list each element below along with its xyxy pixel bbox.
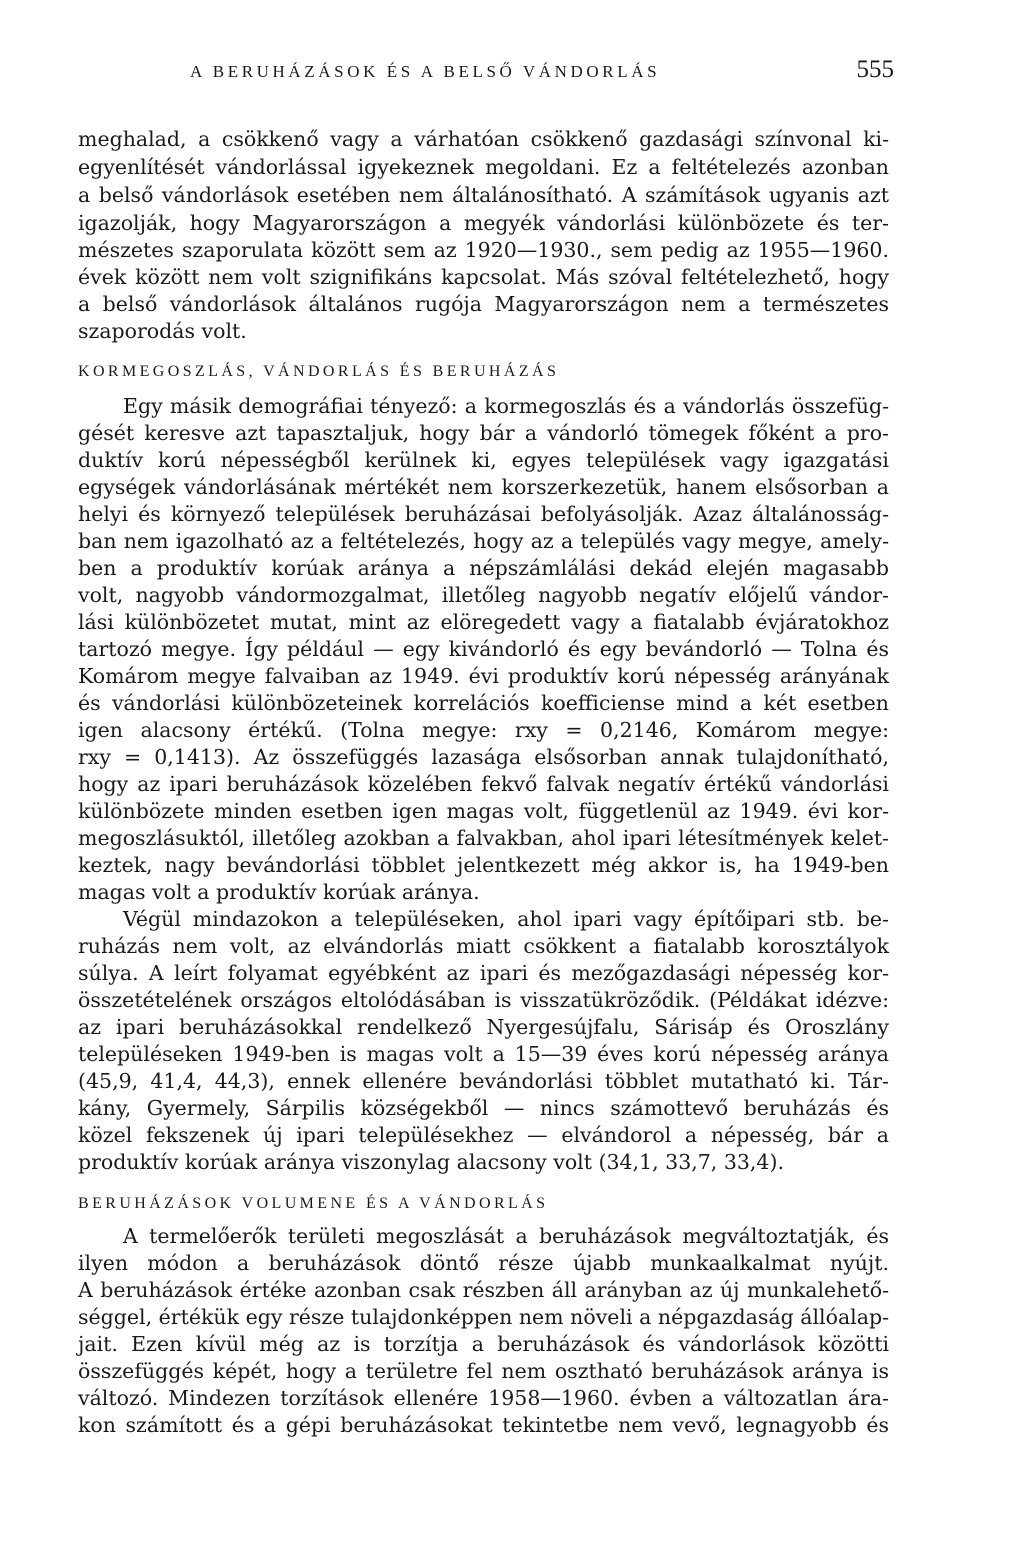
text-line: meghalad, a csökkenő vagy a várhatóan csökkenő gazdasági színvonal ki- <box>78 127 889 151</box>
text-line: ban nem igazolható az a feltételezés, hogy az a település vagy megye, amely- <box>78 529 889 553</box>
text-line: séggel, értékük egy része tulajdonképpen nem növeli a népgazdaság állóalap- <box>78 1305 889 1329</box>
text-line: ben a produktív korúak aránya a népszámlálási dekád elején magasabb <box>78 556 889 580</box>
page-number: 555 <box>856 56 894 83</box>
text-line: jait. Ezen kívül még az is torzítja a beruházások és vándorlások közötti <box>78 1332 889 1356</box>
text-line: lási különbözetet mutat, mint az elöregedett vagy a fiatalabb évjáratokhoz <box>78 610 889 634</box>
text-line: A termelőerők területi megoszlását a beruházások megváltoztatják, és <box>123 1224 889 1248</box>
text-line: igen alacsony értékű. (Tolna megye: rxy = 0,2146, Komárom megye: <box>78 718 889 742</box>
text-line: rxy = 0,1413). Az összefüggés lazasága elsősorban annak tulajdonítható, <box>78 745 889 769</box>
text-line: közel fekszenek új ipari településekhez — elvándorol a népesség, bár a <box>78 1123 889 1147</box>
text-line: Végül mindazokon a településeken, ahol ipari vagy építőipari stb. be- <box>123 907 889 931</box>
text-line: (45,9, 41,4, 44,3), ennek ellenére bevándorlási többlet mutatható ki. Tár- <box>78 1069 889 1093</box>
text-line: kány, Gyermely, Sárpilis községekből — nincs számottevő beruházás és <box>78 1096 889 1120</box>
text-line: keztek, nagy bevándorlási többlet jelentkezett még akkor is, ha 1949-ben <box>78 853 889 877</box>
text-line: évek között nem volt szignifikáns kapcsolat. Más szóval feltételezhető, hogy <box>78 265 889 289</box>
text-line: Komárom megye falvaiban az 1949. évi produktív korú népesség arányának <box>78 664 889 688</box>
text-line: kon számított és a gépi beruházásokat tekintetbe nem vevő, legnagyobb és <box>78 1413 889 1437</box>
text-line: ruházás nem volt, az elvándorlás miatt csökkent a fiatalabb korosztályok <box>78 934 889 958</box>
text-line: a belső vándorlások esetében nem általánosítható. A számítások ugyanis azt <box>78 183 889 207</box>
text-line: duktív korú népességből kerülnek ki, egyes települések vagy igazgatási <box>78 448 889 472</box>
text-line: volt, nagyobb vándormozgalmat, illetőleg nagyobb negatív előjelű vándor- <box>78 583 889 607</box>
text-line: településeken 1949-ben is magas volt a 15—39 éves korú népesség aránya <box>78 1042 889 1066</box>
text-line: összefüggés képét, hogy a területre fel nem osztható beruházások aránya is <box>78 1359 889 1383</box>
section-heading: KORMEGOSZLÁS, VÁNDORLÁS ÉS BERUHÁZÁS <box>78 363 560 380</box>
text-line: A beruházások értéke azonban csak részben áll arányban az új munkalehető- <box>78 1278 889 1302</box>
text-line: magas volt a produktív korúak aránya. <box>78 880 480 904</box>
text-line: a belső vándorlások általános rugója Magyarországon nem a természetes <box>78 292 889 316</box>
text-line: gését keresve azt tapasztaljuk, hogy bár a vándorló tömegek főként a pro- <box>78 421 889 445</box>
text-line: tartozó megye. Így például — egy kivándorló és egy bevándorló — Tolna és <box>78 637 889 661</box>
text-line: az ipari beruházásokkal rendelkező Nyergesújfalu, Sárisáp és Oroszlány <box>78 1015 889 1039</box>
text-line: igazolják, hogy Magyarországon a megyék vándorlási különbözete és ter- <box>78 211 889 235</box>
text-line: különbözete minden esetben igen magas volt, függetlenül az 1949. évi kor- <box>78 799 889 823</box>
section-heading: BERUHÁZÁSOK VOLUMENE ÉS A VÁNDORLÁS <box>78 1195 549 1212</box>
text-line: egyenlítését vándorlással igyekeznek megoldani. Ez a feltételezés azonban <box>78 155 889 179</box>
text-line: mészetes szaporulata között sem az 1920—1930., sem pedig az 1955—1960. <box>78 238 889 262</box>
text-line: Egy másik demográfiai tényező: a kormegoszlás és a vándorlás összefüg- <box>123 394 889 418</box>
text-line: súlya. A leírt folyamat egyébként az ipari és mezőgazdasági népesség kor- <box>78 961 889 985</box>
text-line: szaporodás volt. <box>78 319 247 343</box>
text-line: és vándorlási különbözeteinek korrelációs koefficiense mind a két esetben <box>78 691 889 715</box>
text-line: produktív korúak aránya viszonylag alacsony volt (34,1, 33,7, 33,4). <box>78 1150 784 1174</box>
text-line: helyi és környező települések beruházásai befolyásolják. Azaz általánosság- <box>78 502 889 526</box>
running-head: A BERUHÁZÁSOK ÉS A BELSŐ VÁNDORLÁS <box>190 62 661 81</box>
text-line: egységek vándorlásának mértékét nem korszerkezetük, hanem elsősorban a <box>78 475 889 499</box>
text-line: összetételének országos eltolódásában is visszatükröződik. (Példákat idézve: <box>78 988 889 1012</box>
text-line: megoszlásuktól, illetőleg azokban a falvakban, ahol ipari létesítmények kelet- <box>78 826 889 850</box>
text-line: változó. Mindezen torzítások ellenére 1958—1960. évben a változatlan ára- <box>78 1386 889 1410</box>
text-line: ilyen módon a beruházások döntő része újabb munkaalkalmat nyújt. <box>78 1251 889 1275</box>
text-line: hogy az ipari beruházások közelében fekvő falvak negatív értékű vándorlási <box>78 772 889 796</box>
